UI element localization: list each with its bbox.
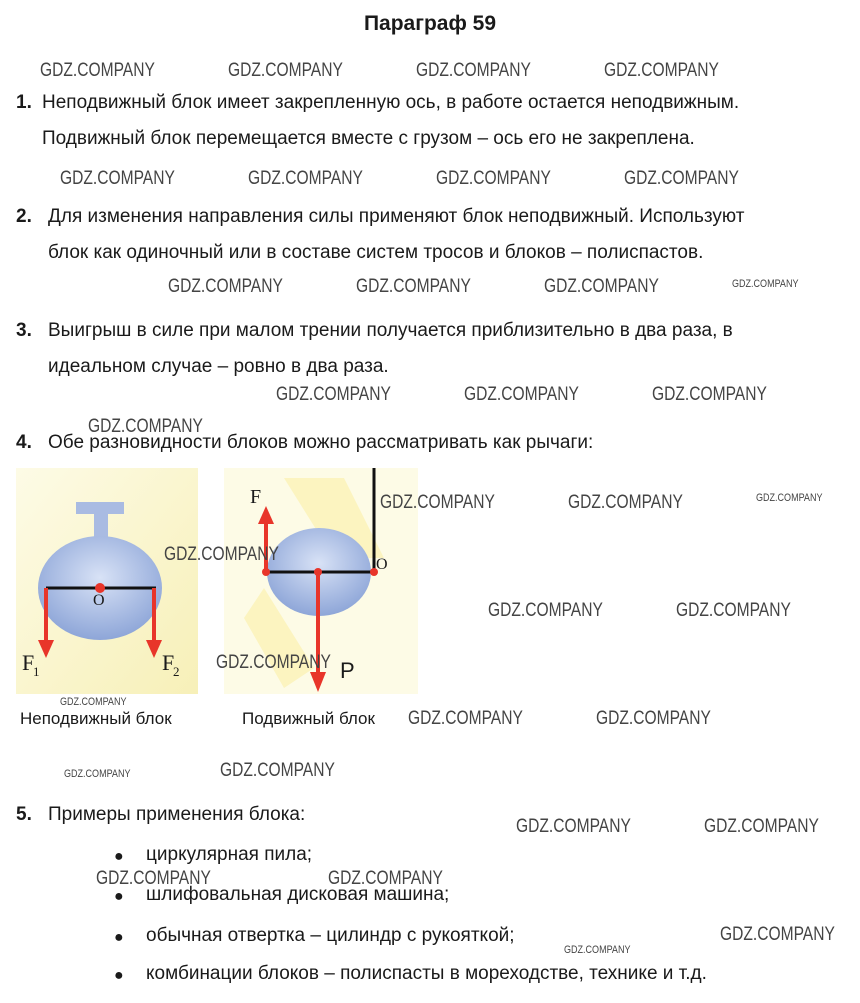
item-5-line-1: Примеры применения блока: [48, 804, 306, 825]
watermark: GDZ.COMPANY [488, 600, 603, 621]
item-4-number: 4. [16, 432, 32, 453]
watermark: GDZ.COMPANY [328, 868, 443, 889]
example-item-2: шлифовальная дисковая машина; [146, 884, 450, 905]
example-item-1: циркулярная пила; [146, 844, 313, 865]
watermark: GDZ.COMPANY [216, 652, 331, 673]
watermark: GDZ.COMPANY [624, 168, 739, 189]
item-1-line-1: Неподвижный блок имеет закрепленную ось, в работе остается неподвижным. [42, 92, 740, 113]
example-item-3: обычная отвертка – цилиндр с рукояткой; [146, 925, 515, 946]
watermark: GDZ.COMPANY [436, 168, 551, 189]
list-bullet: ● [114, 929, 124, 946]
list-bullet: ● [114, 888, 124, 905]
watermark: GDZ.COMPANY [604, 60, 719, 81]
fixed-pulley-pivot-label: O [93, 592, 105, 609]
movable-pulley-pivot-label: O [376, 556, 388, 573]
list-bullet: ● [114, 967, 124, 984]
watermark: GDZ.COMPANY [704, 816, 819, 837]
watermark: GDZ.COMPANY [168, 276, 283, 297]
watermark: GDZ.COMPANY [60, 168, 175, 189]
item-2-number: 2. [16, 206, 32, 227]
watermark: GDZ.COMPANY [88, 416, 203, 437]
item-1-line-2: Подвижный блок перемещается вместе с грузом – ось его не закреплена. [42, 128, 695, 149]
force-f1-subscript: 1 [33, 664, 40, 679]
movable-pulley-caption: Подвижный блок [242, 709, 375, 728]
watermark: GDZ.COMPANY [64, 768, 131, 780]
list-bullet: ● [114, 848, 124, 865]
force-f1-label: F [22, 650, 35, 675]
watermark: GDZ.COMPANY [720, 924, 835, 945]
item-3-line-1: Выигрыш в силе при малом трении получается приблизительно в два раза, в [48, 320, 733, 341]
item-3-number: 3. [16, 320, 32, 341]
watermark: GDZ.COMPANY [164, 544, 279, 565]
watermark: GDZ.COMPANY [568, 492, 683, 513]
load-p-label: P [340, 658, 355, 683]
watermark: GDZ.COMPANY [544, 276, 659, 297]
watermark: GDZ.COMPANY [732, 278, 799, 290]
item-3-line-2: идеальном случае – ровно в два раза. [48, 356, 389, 377]
watermark: GDZ.COMPANY [676, 600, 791, 621]
watermark: GDZ.COMPANY [220, 760, 335, 781]
item-2-line-2: блок как одиночный или в составе систем тросов и блоков – полиспастов. [48, 242, 704, 263]
watermark: GDZ.COMPANY [408, 708, 523, 729]
page-title: Параграф 59 [363, 12, 497, 35]
watermark: GDZ.COMPANY [276, 384, 391, 405]
force-f2-label: F [162, 650, 175, 675]
watermark: GDZ.COMPANY [416, 60, 531, 81]
watermark: GDZ.COMPANY [228, 60, 343, 81]
watermark: GDZ.COMPANY [596, 708, 711, 729]
item-1-number: 1. [16, 92, 32, 113]
fixed-pulley-caption: Неподвижный блок [20, 709, 172, 728]
watermark: GDZ.COMPANY [248, 168, 363, 189]
force-f-label: F [250, 486, 262, 508]
watermark: GDZ.COMPANY [96, 868, 211, 889]
watermark: GDZ.COMPANY [652, 384, 767, 405]
example-item-4: комбинации блоков – полиспасты в мореходстве, технике и т.д. [146, 963, 707, 984]
watermark: GDZ.COMPANY [380, 492, 495, 513]
watermark: GDZ.COMPANY [464, 384, 579, 405]
item-2-line-1: Для изменения направления силы применяют блок неподвижный. Используют [48, 206, 745, 227]
item-5-number: 5. [16, 804, 32, 825]
item-4-line-1: Обе разновидности блоков можно рассматривать как рычаги: [48, 432, 594, 453]
watermark: GDZ.COMPANY [756, 492, 823, 504]
watermark: GDZ.COMPANY [356, 276, 471, 297]
force-f2-subscript: 2 [173, 664, 180, 679]
watermark: GDZ.COMPANY [564, 944, 631, 956]
watermark: GDZ.COMPANY [60, 696, 127, 708]
watermark: GDZ.COMPANY [40, 60, 155, 81]
watermark: GDZ.COMPANY [516, 816, 631, 837]
